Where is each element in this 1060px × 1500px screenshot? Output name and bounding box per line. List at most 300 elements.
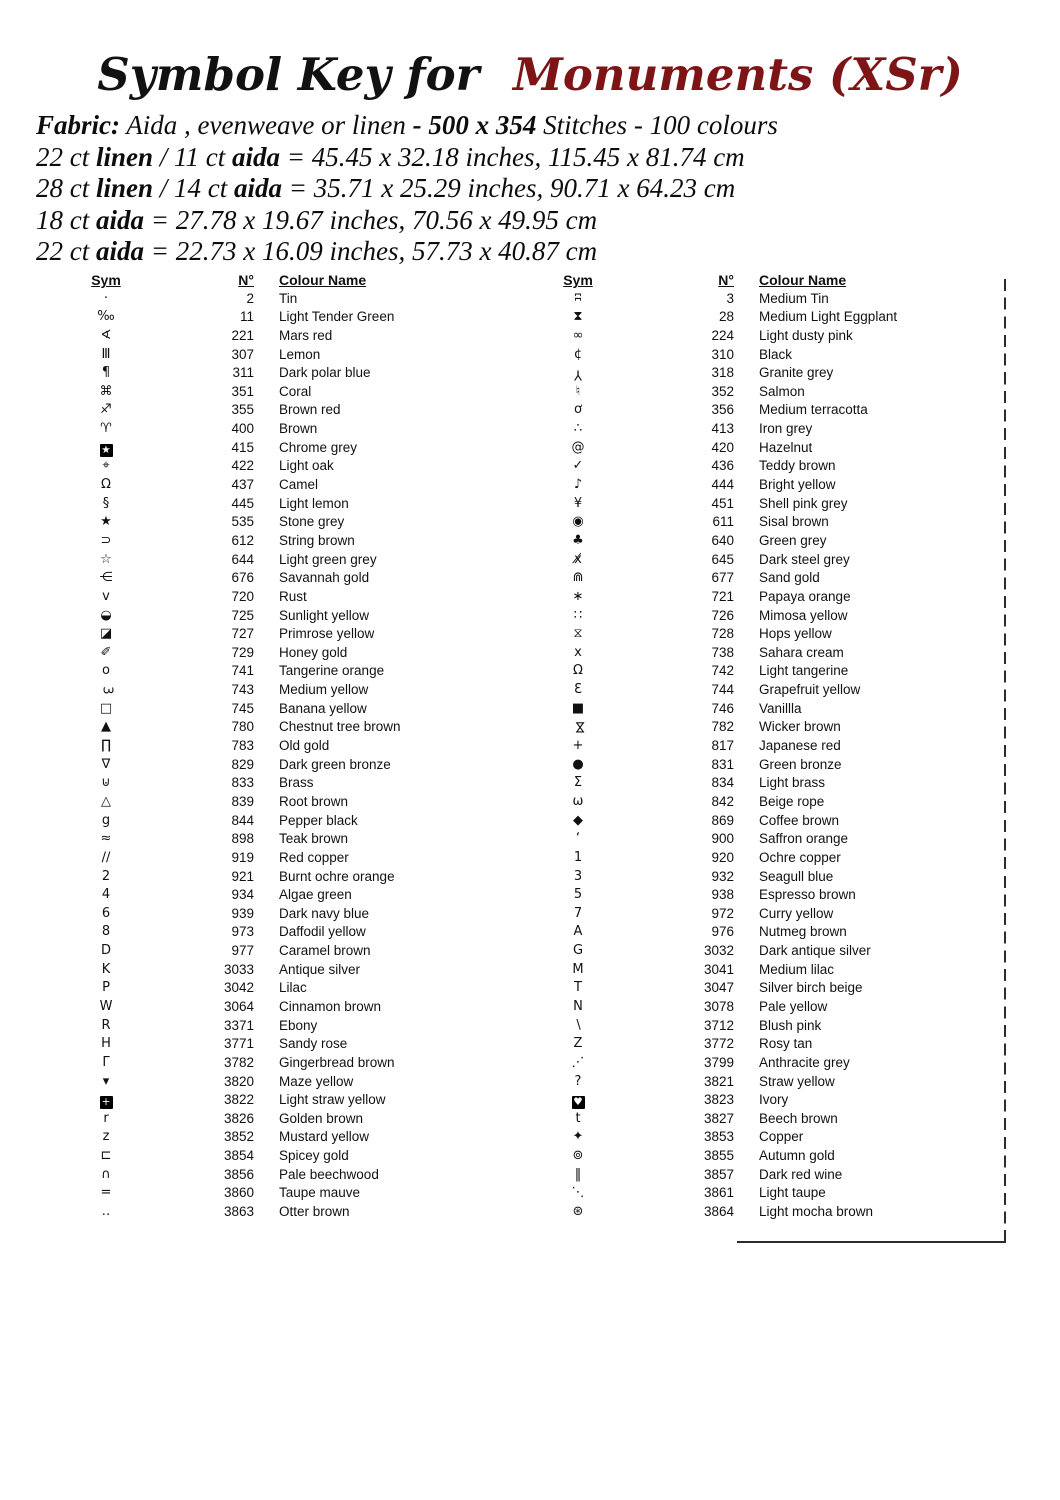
stitch-symbol: K xyxy=(101,961,111,977)
colour-name-cell: Curry yellow xyxy=(759,905,834,921)
stitch-symbol: ∴ xyxy=(573,421,583,437)
stitch-symbol: ▲ xyxy=(101,719,111,735)
symbol-cell xyxy=(538,346,618,365)
number-cell: 817 xyxy=(711,738,734,754)
colour-name-cell: Light taupe xyxy=(759,1185,826,1201)
symbol-cell xyxy=(64,495,148,514)
number-cell: 780 xyxy=(231,719,254,735)
symbol-cell xyxy=(64,532,148,551)
number-cell: 932 xyxy=(711,868,734,884)
table-row xyxy=(64,1073,504,1092)
symbol-cell xyxy=(64,868,148,887)
colour-name-cell: Light Tender Green xyxy=(279,309,395,325)
stitch-symbol: N xyxy=(573,998,583,1014)
stitch-symbol: ⧖ xyxy=(573,626,583,642)
symbol-cell xyxy=(538,1017,618,1036)
colour-name-cell: Lemon xyxy=(279,346,321,362)
stitch-symbol: ♥ xyxy=(573,1096,583,1109)
symbol-cell xyxy=(538,774,618,793)
colour-name-cell: Mimosa yellow xyxy=(759,607,848,623)
symbol-cell xyxy=(64,1073,148,1092)
number-cell: 898 xyxy=(231,831,254,847)
table-row xyxy=(64,737,504,756)
stitch-symbol: ⋰ xyxy=(571,1054,585,1070)
stitch-symbol: ⋱ xyxy=(571,1185,585,1201)
stitch-symbol: Z xyxy=(573,1036,583,1052)
table-row xyxy=(64,961,504,980)
stitch-symbol: Ω xyxy=(573,663,583,679)
number-cell: 3823 xyxy=(703,1092,734,1108)
stitch-symbol: W xyxy=(99,998,113,1014)
symbol-cell xyxy=(538,979,618,998)
number-cell: 3 xyxy=(726,290,734,306)
stitch-symbol: ‥ xyxy=(101,1204,111,1220)
table-row xyxy=(538,644,978,663)
stitch-symbol: ∖ xyxy=(573,1017,583,1033)
colour-name-cell: Daffodil yellow xyxy=(279,924,366,940)
colour-name-cell: Beige rope xyxy=(759,793,825,809)
number-cell: 3033 xyxy=(223,961,254,977)
symbol-cell xyxy=(538,364,618,383)
number-cell: 745 xyxy=(231,700,254,716)
number-cell: 3822 xyxy=(223,1092,254,1108)
table-row xyxy=(64,979,504,998)
table-row xyxy=(64,383,504,402)
table-row xyxy=(64,1147,504,1166)
table-row xyxy=(538,886,978,905)
table-row xyxy=(538,979,978,998)
number-cell: 721 xyxy=(711,588,734,604)
table-row xyxy=(64,868,504,887)
table-row xyxy=(64,1017,504,1036)
number-cell: 3078 xyxy=(703,998,734,1014)
stitch-symbol: ⊃ xyxy=(100,532,112,548)
number-cell: 310 xyxy=(711,346,734,362)
symbol-cell xyxy=(538,308,618,327)
symbol-cell xyxy=(64,1017,148,1036)
table-row xyxy=(64,942,504,961)
table-row xyxy=(538,290,978,309)
colour-name-cell: Red copper xyxy=(279,849,349,865)
number-cell: 611 xyxy=(712,514,734,530)
colour-name-cell: Blush pink xyxy=(759,1017,822,1033)
stitch-symbol: z xyxy=(102,1129,110,1145)
table-row xyxy=(538,662,978,681)
stitch-symbol: ‰ xyxy=(97,309,115,325)
symbol-cell xyxy=(64,998,148,1017)
number-cell: 729 xyxy=(231,644,254,660)
header-colour-name: Colour Name xyxy=(279,272,367,288)
stitch-symbol: 1 xyxy=(573,849,583,865)
table-row xyxy=(64,774,504,793)
symbol-cell xyxy=(538,551,618,570)
table-row xyxy=(538,625,978,644)
symbol-cell xyxy=(538,849,618,868)
table-row xyxy=(64,476,504,495)
symbol-cell xyxy=(538,1184,618,1203)
symbol-cell xyxy=(64,588,148,607)
number-cell: 3827 xyxy=(703,1110,734,1126)
number-cell: 413 xyxy=(711,421,734,437)
stitch-symbol: ★ xyxy=(101,443,111,456)
symbol-cell xyxy=(538,513,618,532)
table-row xyxy=(538,607,978,626)
table-row xyxy=(64,364,504,383)
symbol-cell xyxy=(538,532,618,551)
colour-name-cell: Medium yellow xyxy=(279,682,369,698)
symbol-cell xyxy=(538,607,618,626)
colour-name-cell: Medium terracotta xyxy=(759,402,868,418)
key-column-right xyxy=(538,271,978,1222)
number-cell: 977 xyxy=(231,943,254,959)
table-row xyxy=(538,383,978,402)
symbol-cell xyxy=(538,1203,618,1222)
colour-name-cell: Teddy brown xyxy=(759,458,836,474)
symbol-cell xyxy=(538,1110,618,1129)
table-row xyxy=(538,1073,978,1092)
number-cell: 451 xyxy=(711,495,734,511)
colour-name-cell: Camel xyxy=(279,477,319,493)
colour-name-cell: Savannah gold xyxy=(279,570,370,586)
stitch-symbol: ★ xyxy=(100,514,112,530)
table-row xyxy=(64,457,504,476)
table-row xyxy=(64,308,504,327)
colour-name-cell: Espresso brown xyxy=(759,887,856,903)
symbol-cell xyxy=(64,923,148,942)
stitch-symbol: ⧗ xyxy=(573,309,583,325)
table-row xyxy=(538,1091,978,1110)
stitch-symbol: 3 xyxy=(99,686,115,695)
symbol-cell xyxy=(538,439,618,458)
symbol-cell xyxy=(538,569,618,588)
header-number: N° xyxy=(718,272,734,288)
stitch-symbol: ơ xyxy=(574,402,582,418)
colour-name-cell: Chestnut tree brown xyxy=(279,719,401,735)
symbol-cell xyxy=(538,1073,618,1092)
number-cell: 720 xyxy=(231,588,254,604)
table-bottom-border xyxy=(737,1241,1006,1243)
colour-name-cell: Teak brown xyxy=(279,831,349,847)
number-cell: 3863 xyxy=(223,1204,254,1220)
table-row xyxy=(64,513,504,532)
fabric-line: 22 ct linen / 11 ct aida = 45.45 x 32.18 inches, 115.45 x 81.74 cm xyxy=(36,141,745,172)
number-cell: 844 xyxy=(231,812,254,828)
symbol-cell xyxy=(538,495,618,514)
number-cell: 3861 xyxy=(703,1185,734,1201)
stitch-symbol: = xyxy=(100,1185,112,1201)
colour-name-cell: Maze yellow xyxy=(279,1073,354,1089)
colour-name-cell: Dark navy blue xyxy=(279,905,370,921)
symbol-cell xyxy=(64,756,148,775)
number-cell: 436 xyxy=(711,458,734,474)
table-row xyxy=(538,495,978,514)
table-row xyxy=(538,420,978,439)
symbol-cell xyxy=(538,1147,618,1166)
number-cell: 221 xyxy=(231,327,254,343)
number-cell: 3041 xyxy=(703,961,734,977)
colour-name-cell: Light straw yellow xyxy=(279,1092,386,1108)
colour-name-cell: Bright yellow xyxy=(759,477,836,493)
stitch-symbol: A xyxy=(573,924,583,940)
symbol-cell xyxy=(538,383,618,402)
symbol-cell xyxy=(538,868,618,887)
stitch-symbol: ∇ xyxy=(101,756,111,772)
number-cell: 728 xyxy=(711,626,734,642)
number-cell: 834 xyxy=(711,775,734,791)
table-row xyxy=(538,923,978,942)
number-cell: 920 xyxy=(711,849,734,865)
symbol-cell xyxy=(538,830,618,849)
number-cell: 976 xyxy=(711,924,734,940)
fabric-line: 28 ct linen / 14 ct aida = 35.71 x 25.29 inches, 90.71 x 64.23 cm xyxy=(36,173,736,203)
symbol-cell xyxy=(64,1054,148,1073)
symbol-cell xyxy=(64,644,148,663)
table-row xyxy=(64,625,504,644)
symbol-cell xyxy=(64,383,148,402)
colour-name-cell: Burnt ochre orange xyxy=(279,868,395,884)
colour-name-cell: Pale yellow xyxy=(759,998,828,1014)
colour-name-cell: Silver birch beige xyxy=(759,980,863,996)
colour-name-cell: Iron grey xyxy=(759,421,813,437)
table-row xyxy=(538,756,978,775)
table-row xyxy=(64,327,504,346)
symbol-cell xyxy=(538,625,618,644)
stitch-symbol: ● xyxy=(572,756,584,772)
symbol-cell xyxy=(64,607,148,626)
colour-name-cell: Dark polar blue xyxy=(279,365,371,381)
colour-name-cell: Beech brown xyxy=(759,1110,838,1126)
colour-name-cell: Tin xyxy=(279,290,298,306)
symbol-cell xyxy=(538,327,618,346)
table-row xyxy=(538,588,978,607)
symbol-cell xyxy=(64,830,148,849)
symbol-cell xyxy=(538,812,618,831)
table-row xyxy=(64,718,504,737)
table-row xyxy=(538,457,978,476)
symbol-cell xyxy=(538,662,618,681)
table-row xyxy=(538,1147,978,1166)
stitch-symbol: ⌘ xyxy=(99,383,113,399)
table-row xyxy=(64,700,504,719)
stitch-symbol: 2 xyxy=(101,868,111,884)
symbol-cell xyxy=(64,1091,148,1110)
stitch-symbol: G xyxy=(572,943,584,959)
number-cell: 356 xyxy=(711,402,734,418)
stitch-symbol: Σ xyxy=(573,775,583,791)
stitch-symbol: ⊏ xyxy=(100,1148,112,1164)
colour-name-cell: Copper xyxy=(759,1129,804,1145)
number-cell: 900 xyxy=(711,831,734,847)
colour-name-cell: Light oak xyxy=(279,458,334,474)
colour-name-cell: Rust xyxy=(279,588,307,604)
symbol-cell xyxy=(538,401,618,420)
symbol-cell xyxy=(64,308,148,327)
stitch-symbol: ♐ xyxy=(100,402,112,418)
colour-name-cell: Hops yellow xyxy=(759,626,832,642)
stitch-symbol: ✓ xyxy=(572,458,584,474)
number-cell: 3860 xyxy=(223,1185,254,1201)
colour-name-cell: Light green grey xyxy=(279,551,377,567)
table-row xyxy=(538,998,978,1017)
header-sym: Sym xyxy=(91,272,121,288)
colour-name-cell: Ivory xyxy=(759,1092,789,1108)
table-row xyxy=(538,513,978,532)
table-row xyxy=(538,551,978,570)
table-row xyxy=(538,327,978,346)
symbol-cell xyxy=(538,1166,618,1185)
table-row xyxy=(538,905,978,924)
colour-name-cell: Honey gold xyxy=(279,644,348,660)
stitch-symbol: ‖ xyxy=(574,1166,582,1182)
symbol-cell xyxy=(538,476,618,495)
table-row xyxy=(538,476,978,495)
colour-name-cell: Light lemon xyxy=(279,495,349,511)
symbol-cell xyxy=(64,662,148,681)
table-row xyxy=(64,1184,504,1203)
table-row xyxy=(64,644,504,663)
table-row xyxy=(64,401,504,420)
table-row xyxy=(64,1128,504,1147)
stitch-symbol: ▾ xyxy=(102,1073,110,1089)
table-row xyxy=(538,961,978,980)
table-row xyxy=(538,401,978,420)
number-cell: 640 xyxy=(711,532,734,548)
stitch-symbol: ◆ xyxy=(573,812,583,828)
number-cell: 934 xyxy=(231,887,254,903)
table-row xyxy=(64,551,504,570)
stitch-symbol: + xyxy=(572,738,584,754)
number-cell: 973 xyxy=(231,924,254,940)
number-cell: 645 xyxy=(711,551,734,567)
table-row xyxy=(64,849,504,868)
stitch-symbol: △ xyxy=(101,793,111,809)
colour-name-cell: Tangerine orange xyxy=(279,663,385,679)
symbol-cell xyxy=(538,905,618,924)
symbol-cell xyxy=(64,551,148,570)
colour-name-cell: Hazelnut xyxy=(759,439,813,455)
stitch-symbol: R xyxy=(101,1017,111,1033)
number-cell: 782 xyxy=(711,719,734,735)
stitch-symbol: ⊚ xyxy=(572,1148,584,1164)
colour-name-cell: String brown xyxy=(279,532,355,548)
table-row xyxy=(64,1091,504,1110)
stitch-symbol: ♪ xyxy=(573,477,583,493)
stitch-symbol: · xyxy=(103,290,109,306)
number-cell: 445 xyxy=(231,495,254,511)
colour-name-cell: Chrome grey xyxy=(279,439,358,455)
symbol-cell xyxy=(538,700,618,719)
colour-name-cell: Saffron orange xyxy=(759,831,849,847)
number-cell: 352 xyxy=(711,383,734,399)
symbol-cell xyxy=(64,346,148,365)
stitch-symbol: D xyxy=(100,943,111,959)
title-prefix: Symbol Key for xyxy=(97,48,480,101)
number-cell: 3856 xyxy=(223,1166,254,1182)
colour-name-cell: Ochre copper xyxy=(759,849,841,865)
stitch-symbol: ☆ xyxy=(100,551,112,567)
stitch-symbol: x xyxy=(574,644,582,660)
colour-name-cell: Light tangerine xyxy=(759,663,849,679)
header-number: N° xyxy=(238,272,254,288)
table-row xyxy=(64,923,504,942)
table-row xyxy=(538,718,978,737)
colour-name-cell: Seagull blue xyxy=(759,868,834,884)
table-row xyxy=(538,681,978,700)
stitch-symbol: ∗ xyxy=(572,588,584,604)
symbol-cell xyxy=(64,327,148,346)
table-row xyxy=(64,290,504,309)
table-row xyxy=(64,532,504,551)
number-cell: 535 xyxy=(231,514,254,530)
symbol-cell xyxy=(64,849,148,868)
number-cell: 3771 xyxy=(223,1036,254,1052)
symbol-cell xyxy=(64,700,148,719)
symbol-cell xyxy=(538,793,618,812)
stitch-symbol: ♈ xyxy=(100,421,112,437)
number-cell: 422 xyxy=(231,458,254,474)
stitch-symbol: 4 xyxy=(101,887,111,903)
table-row xyxy=(538,1184,978,1203)
colour-name-cell: Nutmeg brown xyxy=(759,924,847,940)
number-cell: 3855 xyxy=(703,1148,734,1164)
symbol-cell xyxy=(64,439,148,458)
symbol-cell xyxy=(538,588,618,607)
number-cell: 3064 xyxy=(223,998,254,1014)
symbol-cell xyxy=(538,886,618,905)
symbol-cell xyxy=(538,290,618,309)
table-row xyxy=(64,1166,504,1185)
stitch-symbol: P xyxy=(102,980,110,996)
symbol-cell xyxy=(64,812,148,831)
symbol-cell xyxy=(64,476,148,495)
colour-name-cell: Sisal brown xyxy=(759,514,829,530)
symbol-cell xyxy=(64,513,148,532)
stitch-symbol: ∷ xyxy=(573,607,583,623)
symbol-cell xyxy=(64,961,148,980)
symbol-cell xyxy=(64,401,148,420)
number-cell: 3854 xyxy=(223,1148,254,1164)
stitch-symbol: ʭ xyxy=(574,290,582,306)
stitch-symbol: 6 xyxy=(101,905,111,921)
number-cell: 3047 xyxy=(703,980,734,996)
table-row xyxy=(538,774,978,793)
number-cell: 420 xyxy=(711,439,734,455)
number-cell: 727 xyxy=(231,626,254,642)
number-cell: 311 xyxy=(232,365,254,381)
number-cell: 400 xyxy=(231,421,254,437)
colour-name-cell: Brass xyxy=(279,775,314,791)
stitch-symbol: ? xyxy=(574,1073,582,1089)
number-cell: 839 xyxy=(231,793,254,809)
number-cell: 355 xyxy=(231,402,254,418)
stitch-symbol: ♣ xyxy=(572,532,584,548)
stitch-symbol: ∢ xyxy=(100,327,112,343)
colour-name-cell: Coral xyxy=(279,383,312,399)
stitch-symbol: o xyxy=(102,663,110,679)
stitch-symbol: r xyxy=(103,1110,109,1126)
symbol-cell xyxy=(64,905,148,924)
number-cell: 3032 xyxy=(703,943,734,959)
colour-name-cell: Sahara cream xyxy=(759,644,844,660)
table-row xyxy=(538,793,978,812)
symbol-cell xyxy=(64,1147,148,1166)
stitch-symbol: Ⅲ xyxy=(101,346,111,362)
number-cell: 11 xyxy=(239,309,254,325)
colour-name-cell: Pale beechwood xyxy=(279,1166,379,1182)
colour-name-cell: Black xyxy=(759,346,793,362)
number-cell: 746 xyxy=(711,700,734,716)
number-cell: 3820 xyxy=(223,1073,254,1089)
